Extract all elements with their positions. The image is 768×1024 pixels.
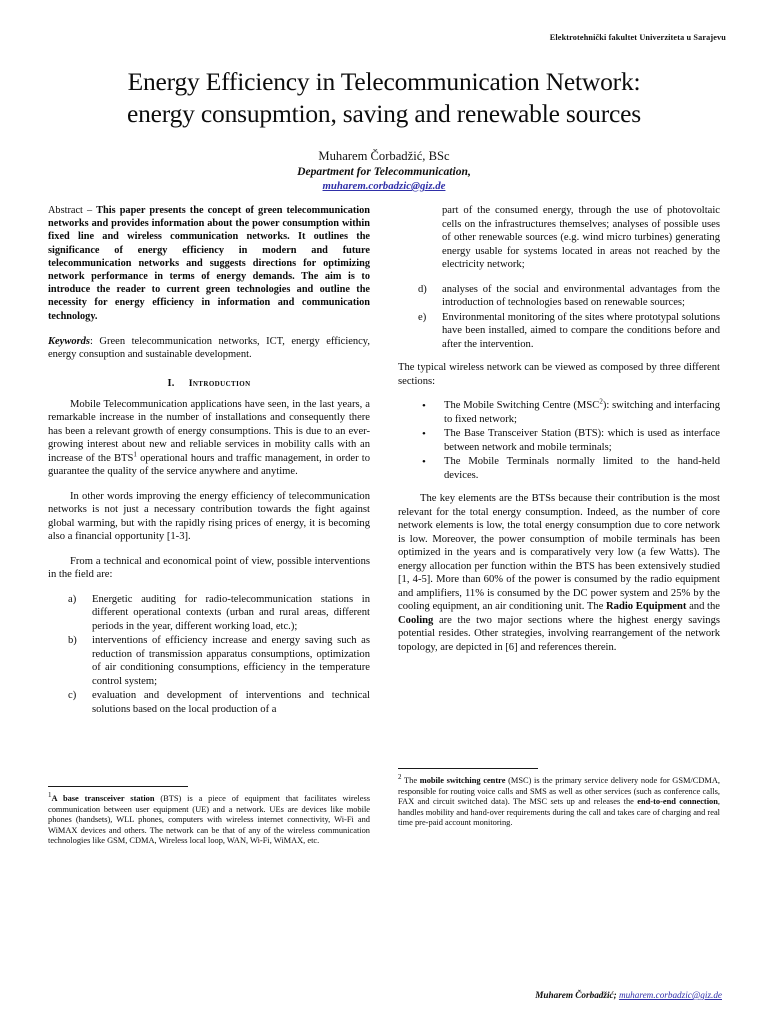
intro-paragraph-1 — [48, 398, 370, 479]
list-item — [398, 311, 720, 352]
list-item — [398, 455, 720, 482]
left-column — [48, 204, 370, 726]
list-text: Energetic auditing for radio-telecommunication stations in different operational contexts (urban and rural areas, different periods in the year, different working load, etc.); — [92, 593, 370, 632]
list-text: evaluation and development of interventions and technical solutions based on the local production of a — [92, 690, 370, 715]
author-name: Muharem Čorbadžić, BSc — [318, 149, 450, 163]
list-text: interventions of efficiency increase and energy saving such as reduction of transmission apparatus consumptions, optimization of air conditioning consumptions, efficiency in the temperature control system; — [92, 635, 370, 687]
two-column-body — [48, 204, 720, 784]
interventions-list-right — [398, 283, 720, 352]
page-footer — [535, 990, 722, 1000]
footnote-2 — [398, 773, 721, 829]
section-heading-introduction — [48, 378, 370, 389]
footnote-1 — [48, 791, 370, 847]
author-email-link[interactable]: muharem.corbadzic@giz.de — [322, 180, 446, 192]
footnote-text-a: (MSC) is the primary service delivery node for GSM/CDMA, responsible for routing voice calls and SMS as well as other services (such as conference calls, FAX and circuit switched data). The MSC sets up and releases the — [398, 776, 721, 807]
intro-paragraph-1-part-a: Mobile Telecommunication applications have seen, in the last years, a remarkable increase in the number of installations and consequently there has been a relevant growth of energy consumptions. This is due to an ever-growing interest about new and reliable services in mobility calls with an increase of the BTS — [48, 398, 370, 464]
list-text: The Mobile Switching Centre (MSC — [444, 400, 600, 411]
list-item — [48, 634, 370, 688]
title-line-1: Energy Efficiency in Telecommunication Network: — [127, 67, 641, 96]
footnote-text: (BTS) is a piece of equipment that facilitates wireless communication between user equipment (UE) and a network. UEs are devices like mobile phones (handsets), WLL phones, computers with wireless internet connectivity, Wi-Fi and WiMAX devices and others. The network can be that of any of the wireless communication technologies like GSM, CDMA, Wireless local loop, WAN, Wi-Fi, WiMAX, etc. — [48, 794, 370, 846]
list-marker: c) — [68, 690, 77, 702]
intro-paragraph-2: In other words improving the energy efficiency of telecommunication networks is not just a necessary contribution towards the fight against global warming, but with the rapidly rising prices of energy, it is becoming also a financial opportunity [1-3]. — [48, 490, 370, 543]
bullet-icon: • — [422, 455, 426, 468]
footnote-lead: The — [401, 776, 420, 785]
footnote-bold-lead: mobile switching centre — [419, 776, 506, 785]
network-sections-list — [398, 399, 720, 482]
list-item — [398, 399, 720, 426]
list-text: The Base Transceiver Station (BTS): which is used as interface between network and mobile terminals; — [444, 428, 720, 453]
list-item — [398, 427, 720, 454]
list-item — [398, 283, 720, 310]
key-elements-part-a: The key elements are the BTSs because their contribution is the most relevant for the total energy consumption. Indeed, as the number of core network elements is low, the total energy consumption due to core network is low. Moreover, the power consumption of mobile terminals has been optimized in the years and is comparatively very low (a few Watts). The energy allocation per function within the BTS has been extensively studied [1, 4-5]. More than 60% of the power is consumed by the radio equipment and amplifiers, 11% is consumed by the DC power system and 25% by the cooling equipment, an air conditioning unit. The — [398, 493, 720, 612]
page-title — [40, 66, 728, 130]
author-block — [40, 148, 728, 193]
bullet-icon: • — [422, 399, 426, 412]
keywords-text: Green telecommunication networks, ICT, energy efficiency, energy consuption and sustainable development. — [48, 335, 370, 361]
continuation-paragraph: part of the consumed energy, through the use of photovoltaic cells on the infrastructures themselves; analyses of possible uses of other renewable sources (e.g. wind micro turbines) generating energy usable for systems located in areas not reached by the electricity network; — [442, 205, 720, 270]
footnote-area-left — [48, 786, 370, 847]
right-column — [398, 204, 720, 665]
list-text: analyses of the social and environmental advantages from the introduction of technologies based on renewable sources; — [442, 283, 720, 308]
footer-email-link[interactable]: muharem.corbadzic@giz.de — [618, 990, 722, 1000]
footnote-bold-mid: end-to-end connection — [637, 797, 718, 807]
abstract-paragraph — [48, 204, 370, 323]
running-head: Elektrotehnički fakultet Univerziteta u Sarajevu — [549, 33, 726, 42]
list-text: The Mobile Terminals normally limited to the hand-held devices. — [444, 456, 720, 481]
footnote-number: 1 — [48, 791, 52, 800]
list-item — [48, 689, 370, 716]
author-department: Department for Telecommunication, — [297, 165, 471, 178]
abstract-text: This paper presents the concept of green telecommunication networks and provides information about the power consumption within fixed line and wireless communication networks. It outlines the significance of energy efficiency in modern and future telecommunication networks and suggests directions for optimizing network performance in terms of energy demands. The aim is to introduce the reader to current green technologies and outline the necessity for energy efficiency in information and communication technology. — [48, 205, 371, 322]
section-numeral: I. — [167, 377, 175, 389]
footnote-text-b: , handles mobility and hand-over requirements during the call and takes care of charging and real time pre-paid account monitoring. — [398, 797, 720, 828]
keywords-paragraph — [48, 335, 370, 362]
footnote-ref-1[interactable]: 1 — [133, 450, 137, 459]
sections-intro-paragraph: The typical wireless network can be viewed as composed by three different sections: — [398, 362, 720, 387]
footnote-separator-rule — [398, 768, 538, 769]
list-marker: a) — [68, 593, 77, 605]
footnote-ref-2[interactable]: 2 — [599, 397, 603, 406]
abstract-label: Abstract — [48, 205, 83, 216]
keywords-separator: : — [90, 335, 100, 347]
key-elements-part-b: and the — [686, 601, 720, 612]
footnote-area-right — [398, 768, 720, 829]
list-item — [48, 593, 370, 634]
list-text: Environmental monitoring of the sites where prototypal solutions have been installed, aimed to compare the conditions before and after the intervention. — [442, 311, 720, 350]
intro-paragraph-1-part-b: operational hours and traffic management, in order to guarantee the quality of the service anywhere and anytime. — [48, 452, 371, 478]
bullet-icon: • — [422, 427, 426, 440]
footnote-bold-lead: A base transceiver station — [51, 794, 155, 803]
list-text-cont: ): switching and interfacing to fixed network; — [444, 400, 720, 425]
footnote-number: 2 — [398, 773, 402, 782]
intro-paragraph-3: From a technical and economical point of view, possible interventions in the field are: — [48, 555, 370, 581]
key-elements-part-c: are the two major sections where the highest energy savings potential resides. Other strategies, involving rearrangement of the network topology, are depicted in [6] and references therein. — [398, 614, 720, 653]
list-marker: d) — [418, 283, 427, 295]
key-elements-paragraph — [398, 492, 720, 654]
keywords-label: Keywords — [48, 335, 90, 347]
section-title: Introduction — [188, 377, 251, 389]
list-marker: e) — [418, 311, 427, 323]
interventions-list-left — [48, 593, 370, 717]
key-elements-bold-radio: Radio Equipment — [606, 601, 687, 612]
key-elements-bold-cooling: Cooling — [398, 614, 434, 626]
footer-author: Muharem Čorbadžić; — [535, 990, 619, 1000]
footnote-separator-rule — [48, 786, 188, 787]
list-marker: b) — [68, 635, 77, 647]
abstract-dash: – — [82, 205, 97, 216]
title-line-2: energy consupmtion, saving and renewable sources — [127, 99, 641, 128]
